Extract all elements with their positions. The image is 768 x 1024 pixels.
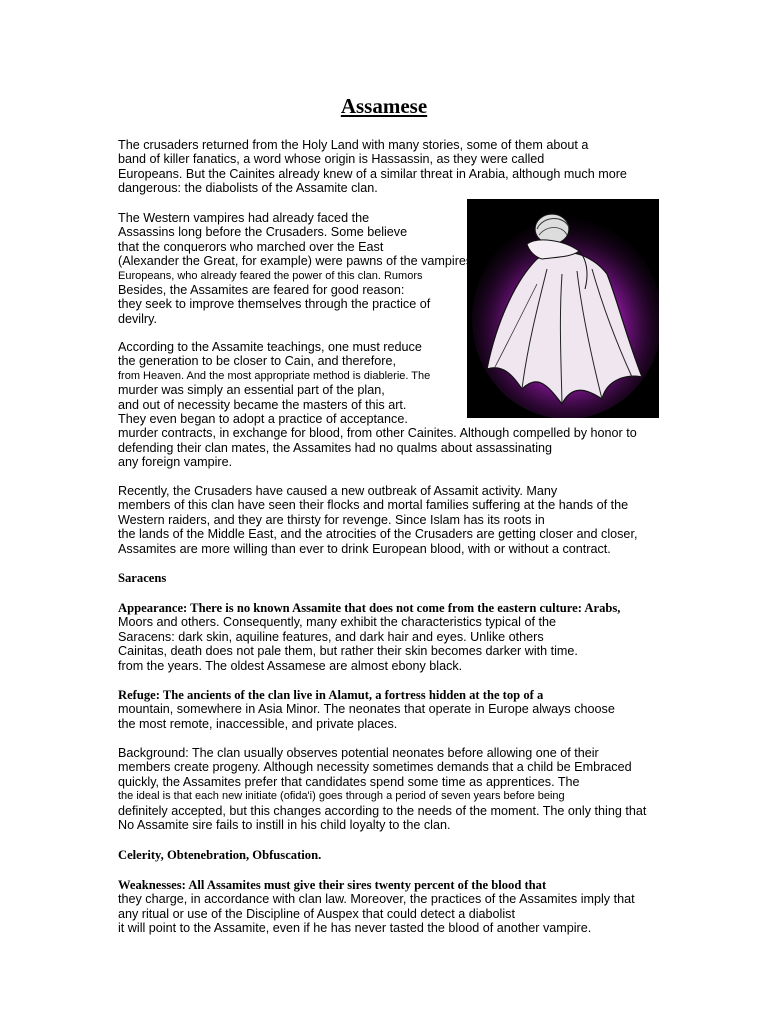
- text-line: murder was simply an essential part of the plan,: [118, 383, 385, 398]
- text-line: They even began to adopt a practice of acceptance.: [118, 411, 408, 426]
- text-line: No Assamite sire fails to instill in his child loyalty to the clan.: [118, 817, 451, 832]
- text-line: Moors and others. Consequently, many exhibit the characteristics typical of the: [118, 615, 556, 630]
- paragraph-intro: [118, 138, 627, 196]
- text-line: Recently, the Crusaders have caused a new outbreak of Assamit activity. Many: [118, 484, 558, 498]
- text-line: any ritual or use of the Discipline of Auspex that could detect a diabolist: [118, 906, 515, 921]
- paragraph-refuge: [118, 688, 615, 731]
- text-line: Europeans, who already feared the power of this clan. Rumors: [118, 269, 423, 282]
- text-line: (Alexander the Great, for example) were pawns of the vampires: [118, 254, 473, 269]
- text-line: devilry.: [118, 311, 157, 326]
- text-line: Background: The clan usually observes potential neonates before allowing one of their: [118, 746, 599, 760]
- text-line: the lands of the Middle East, and the atrocities of the Crusaders are getting closer and closer,: [118, 527, 638, 542]
- refuge-lead: Refuge: The ancients of the clan live in Alamut, a fortress hidden at the top of a: [118, 688, 544, 702]
- page-title: Assamese: [340, 94, 428, 118]
- text-line: definitely accepted, but this changes according to the needs of the moment. The only thing that: [118, 803, 647, 818]
- text-line: members of this clan have seen their flocks and mortal families suffering at the hands of the: [118, 498, 629, 513]
- text-line: murder contracts, in exchange for blood, from other Cainites. Although compelled by honor to: [118, 426, 637, 441]
- text-line: any foreign vampire.: [118, 455, 233, 470]
- text-line: and out of necessity became the masters of this art.: [118, 397, 407, 412]
- text-line: the most remote, inaccessible, and private places.: [118, 716, 398, 731]
- text-line: they charge, in accordance with clan law. Moreover, the practices of the Assamites imply that: [118, 892, 635, 907]
- paragraph-western-vampires: [118, 211, 472, 326]
- weaknesses-lead: Weaknesses: All Assamites must give their sires twenty percent of the blood that: [118, 878, 547, 892]
- text-line: The Western vampires had already faced the: [118, 211, 370, 225]
- text-line: from the years. The oldest Assamese are almost ebony black.: [118, 658, 463, 673]
- paragraph-appearance: [118, 601, 620, 673]
- paragraph-recently: [118, 484, 637, 556]
- paragraph-teachings: [118, 340, 637, 470]
- text-line: Saracens: dark skin, aquiline features, and dark hair and eyes. Unlike others: [118, 629, 544, 644]
- text-line: that the conquerors who marched over the East: [118, 239, 384, 254]
- text-line: Cainitas, death does not pale them, but rather their skin becomes darker with time.: [118, 644, 578, 659]
- text-line: from Heaven. And the most appropriate method is diablerie. The: [118, 369, 431, 382]
- paragraph-background: [118, 746, 646, 832]
- text-line: Assamites are more willing than ever to drink European blood, with or without a contract.: [118, 541, 611, 556]
- text-line: defending their clan mates, the Assamites had no qualms about assassinating: [118, 440, 553, 455]
- text-line: quickly, the Assamites prefer that candidates spend some time as apprentices. The: [118, 774, 580, 789]
- text-line: According to the Assamite teachings, one must reduce: [118, 340, 422, 354]
- text-line: band of killer fanatics, a word whose origin is Hassassin, as they were called: [118, 152, 545, 167]
- text-line: The crusaders returned from the Holy Land with many stories, some of them about a: [118, 138, 589, 152]
- text-line: members create progeny. Although necessity sometimes demands that a child be Embraced: [118, 760, 632, 775]
- text-line: it will point to the Assamite, even if he has never tasted the blood of another vampire.: [118, 921, 592, 936]
- text-line: Western raiders, and they are thirsty for revenge. Since Islam has its roots in: [118, 512, 545, 527]
- appearance-lead: Appearance: There is no known Assamite that does not come from the eastern culture: Arabs,: [118, 601, 621, 615]
- text-line: Europeans. But the Cainites already knew of a similar threat in Arabia, although much more: [118, 166, 627, 181]
- text-line: Besides, the Assamites are feared for good reason:: [118, 282, 405, 297]
- disciplines-line: Celerity, Obtenebration, Obfuscation.: [118, 848, 322, 862]
- text-line: they seek to improve themselves through the practice of: [118, 297, 431, 312]
- text-line: the ideal is that each new initiate (ofida'i) goes through a period of seven years before being: [118, 790, 565, 803]
- section-heading-saracens: Saracens: [118, 571, 167, 585]
- text-line: Assassins long before the Crusaders. Some believe: [118, 225, 408, 240]
- text-line: mountain, somewhere in Asia Minor. The neonates that operate in Europe always choose: [118, 702, 615, 717]
- text-line: dangerous: the diabolists of the Assamite clan.: [118, 181, 378, 196]
- paragraph-weaknesses: [118, 878, 635, 936]
- text-line: the generation to be closer to Cain, and therefore,: [118, 354, 396, 369]
